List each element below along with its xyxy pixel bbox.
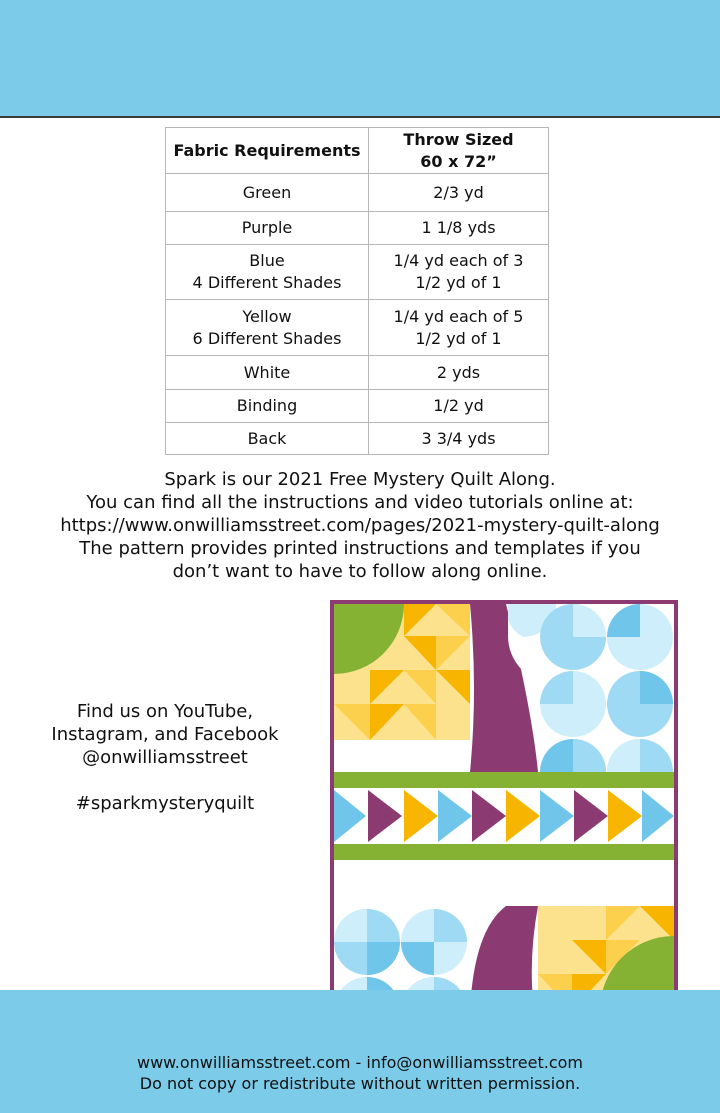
- table-row: [166, 423, 549, 455]
- footer: [0, 1052, 720, 1094]
- info-line: Spark is our 2021 Free Mystery Quilt Along.: [164, 469, 556, 490]
- amount-cell: 3 3/4 yds: [369, 423, 549, 455]
- table-row: [166, 245, 549, 300]
- fabric-cell: Green: [166, 174, 369, 212]
- header-throw-sized: Throw Sized: [403, 129, 514, 149]
- header-fabric-requirements: Fabric Requirements: [166, 128, 369, 174]
- amount-cell: 2/3 yd: [369, 174, 549, 212]
- fabric-cell: [166, 245, 369, 300]
- info-line: don’t want to have to follow along online.: [172, 561, 548, 582]
- amount-cell: [369, 300, 549, 356]
- quilt-image: [330, 600, 678, 1014]
- fabric-requirements-table: [165, 127, 549, 455]
- amount-cell: [369, 245, 549, 300]
- table-row: [166, 212, 549, 245]
- fabric-cell: Binding: [166, 390, 369, 423]
- quilt-along-info: [0, 468, 720, 583]
- info-url: https://www.onwilliamsstreet.com/pages/2021-mystery-quilt-along: [60, 515, 660, 536]
- social-info: [20, 700, 310, 815]
- top-color-band: [0, 0, 720, 118]
- amount-line: 1/4 yd each of 3: [393, 251, 524, 270]
- amount-line: 1/2 yd of 1: [415, 273, 502, 292]
- table-row: [166, 174, 549, 212]
- amount-line: 1/2 yd of 1: [415, 328, 502, 348]
- header-throw-size: [369, 128, 549, 174]
- fabric-note: 4 Different Shades: [192, 273, 342, 292]
- green-stripe-bottom: [334, 844, 674, 860]
- green-stripe-top: [334, 772, 674, 788]
- fabric-note: 6 Different Shades: [192, 328, 342, 348]
- social-line: Find us on YouTube,: [76, 701, 254, 722]
- fabric-cell: Back: [166, 423, 369, 455]
- social-line: Instagram, and Facebook: [51, 724, 279, 745]
- fabric-name: Yellow: [242, 306, 292, 326]
- amount-line: 1/4 yd each of 5: [393, 306, 524, 326]
- info-line: The pattern provides printed instructions and templates if you: [79, 538, 641, 559]
- info-line: You can find all the instructions and video tutorials online at:: [86, 492, 634, 513]
- amount-cell: 2 yds: [369, 356, 549, 390]
- fabric-cell: [166, 300, 369, 356]
- table-header-row: [166, 128, 549, 174]
- fabric-cell: Purple: [166, 212, 369, 245]
- hashtag: #sparkmysteryquilt: [75, 793, 255, 814]
- amount-cell: 1 1/8 yds: [369, 212, 549, 245]
- fabric-name: Blue: [249, 251, 285, 270]
- fabric-cell: White: [166, 356, 369, 390]
- header-dimensions: 60 x 72”: [420, 151, 497, 171]
- table-row: [166, 390, 549, 423]
- footer-contact: www.onwilliamsstreet.com - info@onwilliamsstreet.com: [137, 1053, 583, 1072]
- footer-copyright: Do not copy or redistribute without written permission.: [139, 1074, 581, 1093]
- social-handle: @onwilliamsstreet: [82, 747, 248, 768]
- amount-cell: 1/2 yd: [369, 390, 549, 423]
- table-row: [166, 300, 549, 356]
- table-row: [166, 356, 549, 390]
